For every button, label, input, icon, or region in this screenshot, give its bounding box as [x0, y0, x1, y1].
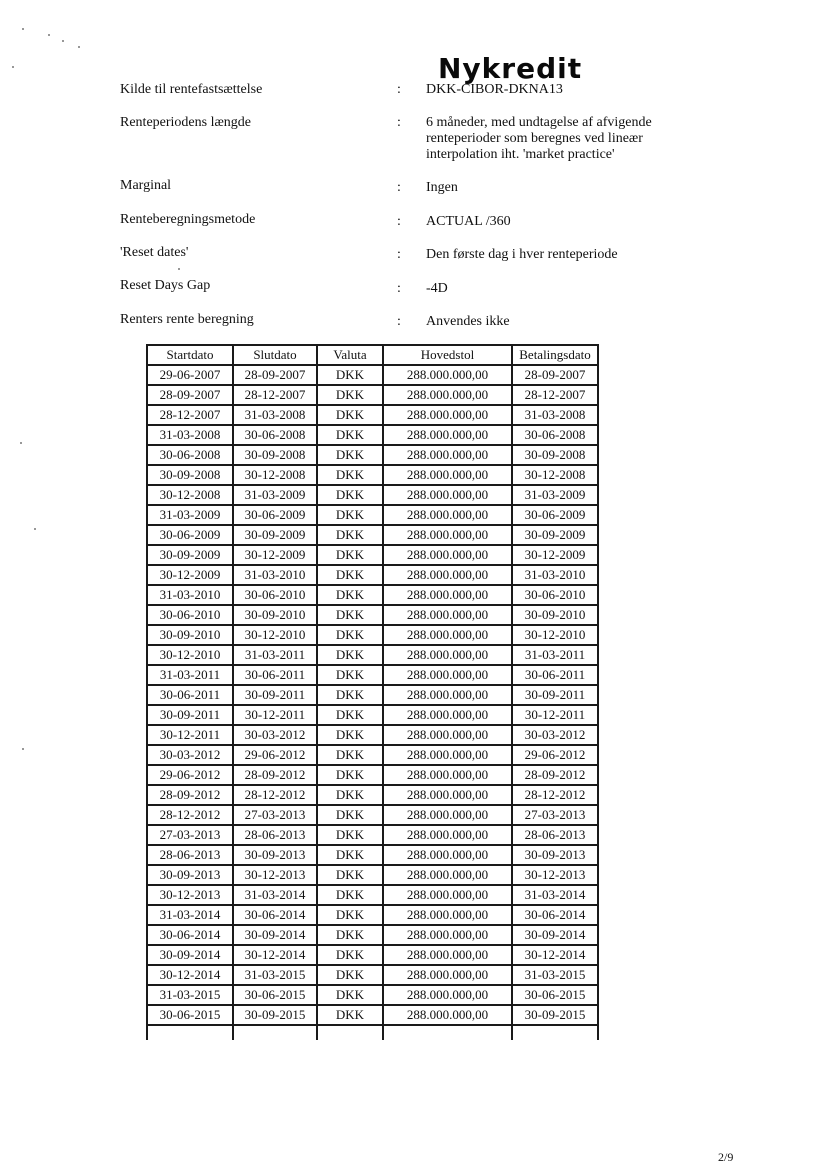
- header-hovedstol: Hovedstol: [383, 345, 512, 365]
- cell-startdato: 30-12-2014: [147, 965, 233, 985]
- cell-startdato: 30-12-2008: [147, 485, 233, 505]
- cell-slutdato: 31-03-2011: [233, 645, 317, 665]
- cell-valuta: DKK: [317, 505, 383, 525]
- cell-hovedstol: 288.000.000,00: [383, 665, 512, 685]
- cell-slutdato: 30-09-2008: [233, 445, 317, 465]
- cell-betalingsdato: 31-03-2009: [512, 485, 598, 505]
- table-row: [147, 705, 598, 725]
- cell-slutdato: 30-09-2009: [233, 525, 317, 545]
- cell-hovedstol: 288.000.000,00: [383, 925, 512, 945]
- table-row: [147, 745, 598, 765]
- cell-betalingsdato: 30-06-2010: [512, 585, 598, 605]
- cell-slutdato: 30-12-2013: [233, 865, 317, 885]
- cell-startdato: 30-06-2009: [147, 525, 233, 545]
- cell-hovedstol: 288.000.000,00: [383, 905, 512, 925]
- cell-slutdato: 30-09-2015: [233, 1005, 317, 1025]
- table-row: [147, 585, 598, 605]
- cell-hovedstol: 288.000.000,00: [383, 785, 512, 805]
- cell-startdato: 31-03-2015: [147, 985, 233, 1005]
- cell-hovedstol: 288.000.000,00: [383, 745, 512, 765]
- cell-valuta: DKK: [317, 625, 383, 645]
- cell-startdato: 30-12-2013: [147, 885, 233, 905]
- table-row: [147, 485, 598, 505]
- header-betalingsdato: Betalingsdato: [512, 345, 598, 365]
- cell-betalingsdato: 30-09-2008: [512, 445, 598, 465]
- table-row: [147, 565, 598, 585]
- table-row: [147, 1005, 598, 1025]
- field-label-reset-dates: 'Reset dates': [120, 245, 189, 260]
- cell-betalingsdato: 30-12-2009: [512, 545, 598, 565]
- cell-startdato: 31-03-2010: [147, 585, 233, 605]
- field-colon: :: [397, 247, 401, 262]
- table-row: [147, 505, 598, 525]
- cell-startdato: 30-06-2014: [147, 925, 233, 945]
- field-label-renteperiode: Renteperiodens længde: [120, 115, 252, 130]
- table-header-row: [147, 345, 598, 365]
- cell-betalingsdato: 28-12-2007: [512, 385, 598, 405]
- cell-betalingsdato: 31-03-2011: [512, 645, 598, 665]
- table-row: [147, 945, 598, 965]
- cell-betalingsdato: 30-06-2009: [512, 505, 598, 525]
- cell-betalingsdato: 31-03-2014: [512, 885, 598, 905]
- cell-betalingsdato: 30-09-2010: [512, 605, 598, 625]
- cell-slutdato: 30-09-2010: [233, 605, 317, 625]
- cell-valuta: DKK: [317, 685, 383, 705]
- cell-valuta: DKK: [317, 705, 383, 725]
- cell-startdato: 30-12-2009: [147, 565, 233, 585]
- page-number: 2/9: [718, 1150, 734, 1164]
- cell-hovedstol: 288.000.000,00: [383, 465, 512, 485]
- cell-valuta: DKK: [317, 725, 383, 745]
- cell-startdato: 30-09-2013: [147, 865, 233, 885]
- table-row: [147, 405, 598, 425]
- field-value-renters-rente: Anvendes ikke: [426, 314, 510, 329]
- field-value-renteperiode: 6 måneder, med undtagelse af afvigende renteperioder som beregnes ved lineær interpolation iht. 'market practice': [426, 115, 652, 162]
- cell-hovedstol: 288.000.000,00: [383, 385, 512, 405]
- cell-startdato: 30-09-2008: [147, 465, 233, 485]
- cell-valuta: DKK: [317, 405, 383, 425]
- cell-slutdato: 30-06-2014: [233, 905, 317, 925]
- cell-hovedstol: 288.000.000,00: [383, 865, 512, 885]
- field-value-beregningsmetode: ACTUAL /360: [426, 214, 511, 229]
- cell-valuta: DKK: [317, 485, 383, 505]
- cell-slutdato: 27-03-2013: [233, 805, 317, 825]
- field-colon: :: [397, 180, 401, 195]
- cell-slutdato: 30-12-2010: [233, 625, 317, 645]
- cell-startdato: 30-12-2011: [147, 725, 233, 745]
- table-row: [147, 765, 598, 785]
- cell-betalingsdato: 30-09-2011: [512, 685, 598, 705]
- cell-startdato: 30-09-2014: [147, 945, 233, 965]
- nykredit-logo: Nykredit: [438, 52, 583, 85]
- cell-valuta: DKK: [317, 585, 383, 605]
- cell-startdato: 30-09-2009: [147, 545, 233, 565]
- cell-valuta: DKK: [317, 385, 383, 405]
- cell-hovedstol: 288.000.000,00: [383, 365, 512, 385]
- cell-betalingsdato: 30-09-2009: [512, 525, 598, 545]
- cell-slutdato: 30-09-2014: [233, 925, 317, 945]
- cell-startdato: 31-03-2009: [147, 505, 233, 525]
- cell-startdato: 28-09-2012: [147, 785, 233, 805]
- cell-hovedstol: 288.000.000,00: [383, 625, 512, 645]
- cell-hovedstol: 288.000.000,00: [383, 825, 512, 845]
- cell-valuta: DKK: [317, 765, 383, 785]
- field-label-reset-days-gap: Reset Days Gap: [120, 278, 211, 293]
- cell-hovedstol: 288.000.000,00: [383, 845, 512, 865]
- table-row: [147, 845, 598, 865]
- field-label-renters-rente: Renters rente beregning: [120, 312, 254, 327]
- cell-slutdato: 30-09-2011: [233, 685, 317, 705]
- table-row: [147, 985, 598, 1005]
- cell-betalingsdato: 30-09-2014: [512, 925, 598, 945]
- cell-slutdato: 30-03-2012: [233, 725, 317, 745]
- cell-slutdato: 30-06-2015: [233, 985, 317, 1005]
- cell-slutdato: 31-03-2014: [233, 885, 317, 905]
- cell-startdato: 30-09-2011: [147, 705, 233, 725]
- table-row: [147, 825, 598, 845]
- cell-hovedstol: 288.000.000,00: [383, 985, 512, 1005]
- cell-slutdato: 30-06-2009: [233, 505, 317, 525]
- table-row: [147, 545, 598, 565]
- cell-startdato: 30-12-2010: [147, 645, 233, 665]
- field-label-kilde: Kilde til rentefastsættelse: [120, 82, 263, 97]
- table-row: [147, 465, 598, 485]
- cell-betalingsdato: 31-03-2008: [512, 405, 598, 425]
- cell-hovedstol: 288.000.000,00: [383, 405, 512, 425]
- cell-valuta: DKK: [317, 565, 383, 585]
- header-startdato: Startdato: [147, 345, 233, 365]
- table-row: [147, 785, 598, 805]
- table-row: [147, 885, 598, 905]
- cell-valuta: DKK: [317, 665, 383, 685]
- cell-slutdato: 30-12-2008: [233, 465, 317, 485]
- cell-slutdato: 31-03-2009: [233, 485, 317, 505]
- field-value-marginal: Ingen: [426, 180, 458, 195]
- cell-betalingsdato: 30-06-2008: [512, 425, 598, 445]
- cell-hovedstol: 288.000.000,00: [383, 605, 512, 625]
- cell-slutdato: 30-12-2009: [233, 545, 317, 565]
- cell-betalingsdato: 30-12-2008: [512, 465, 598, 485]
- header-slutdato: Slutdato: [233, 345, 317, 365]
- cell-hovedstol: 288.000.000,00: [383, 545, 512, 565]
- cell-hovedstol: 288.000.000,00: [383, 885, 512, 905]
- field-value-kilde: DKK-CIBOR-DKNA13: [426, 82, 563, 97]
- empty-cell: [317, 1025, 383, 1040]
- cell-valuta: DKK: [317, 745, 383, 765]
- empty-cell: [147, 1025, 233, 1040]
- cell-betalingsdato: 29-06-2012: [512, 745, 598, 765]
- cell-betalingsdato: 27-03-2013: [512, 805, 598, 825]
- cell-startdato: 29-06-2012: [147, 765, 233, 785]
- cell-valuta: DKK: [317, 965, 383, 985]
- cell-valuta: DKK: [317, 425, 383, 445]
- cell-valuta: DKK: [317, 985, 383, 1005]
- cell-hovedstol: 288.000.000,00: [383, 965, 512, 985]
- cell-startdato: 30-06-2008: [147, 445, 233, 465]
- cell-startdato: 31-03-2008: [147, 425, 233, 445]
- cell-slutdato: 28-12-2007: [233, 385, 317, 405]
- payment-schedule-table: [146, 344, 599, 1040]
- cell-valuta: DKK: [317, 785, 383, 805]
- field-value-reset-days-gap: -4D: [426, 281, 448, 296]
- cell-hovedstol: 288.000.000,00: [383, 945, 512, 965]
- cell-valuta: DKK: [317, 365, 383, 385]
- cell-startdato: 30-06-2015: [147, 1005, 233, 1025]
- cell-betalingsdato: 30-12-2011: [512, 705, 598, 725]
- cell-hovedstol: 288.000.000,00: [383, 585, 512, 605]
- cell-slutdato: 31-03-2015: [233, 965, 317, 985]
- cell-startdato: 28-12-2012: [147, 805, 233, 825]
- cell-startdato: 28-06-2013: [147, 845, 233, 865]
- cell-slutdato: 28-09-2007: [233, 365, 317, 385]
- table-body: [147, 365, 598, 1040]
- cell-valuta: DKK: [317, 865, 383, 885]
- table-row: [147, 865, 598, 885]
- table-row: [147, 445, 598, 465]
- cell-hovedstol: 288.000.000,00: [383, 485, 512, 505]
- cell-slutdato: 30-06-2011: [233, 665, 317, 685]
- cell-hovedstol: 288.000.000,00: [383, 505, 512, 525]
- cell-betalingsdato: 31-03-2015: [512, 965, 598, 985]
- cell-startdato: 30-09-2010: [147, 625, 233, 645]
- cell-valuta: DKK: [317, 925, 383, 945]
- cell-valuta: DKK: [317, 1005, 383, 1025]
- cell-hovedstol: 288.000.000,00: [383, 1005, 512, 1025]
- table-row: [147, 525, 598, 545]
- cell-startdato: 30-03-2012: [147, 745, 233, 765]
- cell-valuta: DKK: [317, 805, 383, 825]
- table-row: [147, 385, 598, 405]
- cell-slutdato: 29-06-2012: [233, 745, 317, 765]
- cell-valuta: DKK: [317, 465, 383, 485]
- field-colon: :: [397, 314, 401, 329]
- table-row: [147, 365, 598, 385]
- cell-slutdato: 28-06-2013: [233, 825, 317, 845]
- cell-slutdato: 30-12-2014: [233, 945, 317, 965]
- cell-hovedstol: 288.000.000,00: [383, 565, 512, 585]
- cell-hovedstol: 288.000.000,00: [383, 525, 512, 545]
- cell-startdato: 31-03-2014: [147, 905, 233, 925]
- cell-betalingsdato: 30-09-2015: [512, 1005, 598, 1025]
- cell-valuta: DKK: [317, 545, 383, 565]
- cell-hovedstol: 288.000.000,00: [383, 765, 512, 785]
- cell-startdato: 27-03-2013: [147, 825, 233, 845]
- cell-valuta: DKK: [317, 845, 383, 865]
- cell-valuta: DKK: [317, 945, 383, 965]
- header-valuta: Valuta: [317, 345, 383, 365]
- cell-startdato: 28-12-2007: [147, 405, 233, 425]
- empty-cell: [233, 1025, 317, 1040]
- cell-hovedstol: 288.000.000,00: [383, 445, 512, 465]
- table-row: [147, 625, 598, 645]
- cell-slutdato: 31-03-2008: [233, 405, 317, 425]
- table-row: [147, 965, 598, 985]
- table-row: [147, 805, 598, 825]
- cell-betalingsdato: 28-09-2012: [512, 765, 598, 785]
- cell-startdato: 28-09-2007: [147, 385, 233, 405]
- cell-slutdato: 28-09-2012: [233, 765, 317, 785]
- cell-betalingsdato: 30-06-2015: [512, 985, 598, 1005]
- cell-valuta: DKK: [317, 525, 383, 545]
- cell-startdato: 30-06-2010: [147, 605, 233, 625]
- table-row: [147, 605, 598, 625]
- empty-cell: [383, 1025, 512, 1040]
- empty-cell: [512, 1025, 598, 1040]
- table-row: [147, 425, 598, 445]
- cell-slutdato: 30-06-2010: [233, 585, 317, 605]
- field-colon: :: [397, 214, 401, 229]
- table-row: [147, 905, 598, 925]
- cell-hovedstol: 288.000.000,00: [383, 725, 512, 745]
- table-row: [147, 665, 598, 685]
- cell-valuta: DKK: [317, 605, 383, 625]
- cell-slutdato: 28-12-2012: [233, 785, 317, 805]
- cell-startdato: 30-06-2011: [147, 685, 233, 705]
- table-row: [147, 685, 598, 705]
- cell-slutdato: 30-12-2011: [233, 705, 317, 725]
- cell-hovedstol: 288.000.000,00: [383, 645, 512, 665]
- cell-betalingsdato: 30-12-2010: [512, 625, 598, 645]
- table-row: [147, 925, 598, 945]
- cell-hovedstol: 288.000.000,00: [383, 805, 512, 825]
- field-colon: :: [397, 281, 401, 296]
- field-label-marginal: Marginal: [120, 178, 172, 193]
- cell-startdato: 29-06-2007: [147, 365, 233, 385]
- cell-betalingsdato: 30-12-2013: [512, 865, 598, 885]
- table-row: [147, 725, 598, 745]
- cell-hovedstol: 288.000.000,00: [383, 685, 512, 705]
- cell-valuta: DKK: [317, 905, 383, 925]
- cell-betalingsdato: 28-09-2007: [512, 365, 598, 385]
- cell-betalingsdato: 28-12-2012: [512, 785, 598, 805]
- cell-betalingsdato: 30-03-2012: [512, 725, 598, 745]
- field-value-reset-dates: Den første dag i hver renteperiode: [426, 247, 618, 262]
- cell-valuta: DKK: [317, 885, 383, 905]
- cell-betalingsdato: 28-06-2013: [512, 825, 598, 845]
- cell-betalingsdato: 31-03-2010: [512, 565, 598, 585]
- cell-startdato: 31-03-2011: [147, 665, 233, 685]
- cell-slutdato: 30-06-2008: [233, 425, 317, 445]
- cell-valuta: DKK: [317, 445, 383, 465]
- cell-betalingsdato: 30-12-2014: [512, 945, 598, 965]
- cell-hovedstol: 288.000.000,00: [383, 705, 512, 725]
- cell-betalingsdato: 30-09-2013: [512, 845, 598, 865]
- table-row: [147, 645, 598, 665]
- cell-valuta: DKK: [317, 645, 383, 665]
- cell-betalingsdato: 30-06-2011: [512, 665, 598, 685]
- cell-slutdato: 30-09-2013: [233, 845, 317, 865]
- table-continuation-row: [147, 1025, 598, 1040]
- field-colon: :: [397, 82, 401, 97]
- cell-hovedstol: 288.000.000,00: [383, 425, 512, 445]
- cell-slutdato: 31-03-2010: [233, 565, 317, 585]
- field-label-beregningsmetode: Renteberegningsmetode: [120, 212, 256, 227]
- cell-betalingsdato: 30-06-2014: [512, 905, 598, 925]
- cell-valuta: DKK: [317, 825, 383, 845]
- field-colon: :: [397, 115, 401, 130]
